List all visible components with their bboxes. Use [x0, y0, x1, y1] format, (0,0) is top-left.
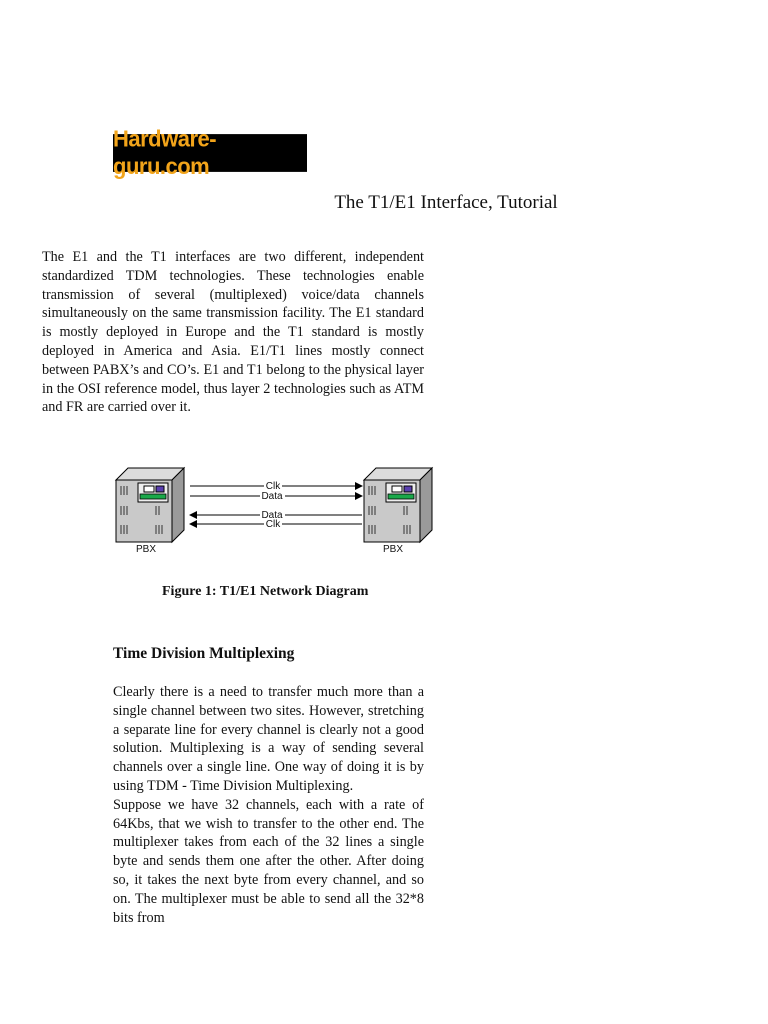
logo-text: Hardware-guru.com — [113, 125, 217, 180]
left-pbx-label: PBX — [135, 544, 157, 555]
line-label-clk-1: Clk — [265, 481, 281, 492]
figure-caption: Figure 1: T1/E1 Network Diagram — [162, 584, 369, 599]
document-title: The T1/E1 Interface, Tutorial — [334, 192, 558, 213]
network-diagram — [110, 462, 440, 558]
section-paragraph-1: Clearly there is a need to transfer much more than a single channel between two sites. However, stretching a separate line for every channel is clearly not a good solution. Multiplexing is a way of sending several channels over a single line. One way of doing it is by using TDM - Time Division Multiplexing. — [113, 684, 424, 794]
section-body — [113, 683, 424, 927]
line-label-clk-2: Clk — [265, 519, 281, 530]
intro-paragraph: The E1 and the T1 interfaces are two different, independent standardized TDM technologies. These technologies enable transmission of several (multiplexed) voice/data channels simultaneously on the same transmission facility. The E1 standard is mostly deployed in Europe and the T1 standard is mostly deployed in America and Asia. E1/T1 lines mostly connect between PABX’s and CO’s. E1 and T1 belong to the physical layer in the OSI reference model, thus layer 2 technologies such as ATM and FR are carried over it. — [42, 249, 424, 416]
section-heading: Time Division Multiplexing — [113, 645, 295, 662]
left-pbx-icon — [116, 468, 184, 542]
line-label-data-2: Data — [261, 510, 283, 521]
section-paragraph-2: Suppose we have 32 channels, each with a rate of 64Kbs, that we wish to transfer to the other end. The multiplexer takes from each of the 32 lines a single byte and sends them one after the other. After doing so, it takes the next byte from every channel, and so on. The multiplexer must be able to send all the 32*8 bits from — [113, 796, 424, 926]
right-pbx-icon — [364, 468, 432, 542]
line-label-data-1: Data — [261, 491, 283, 502]
right-pbx-label: PBX — [382, 544, 404, 555]
site-logo — [113, 125, 307, 180]
